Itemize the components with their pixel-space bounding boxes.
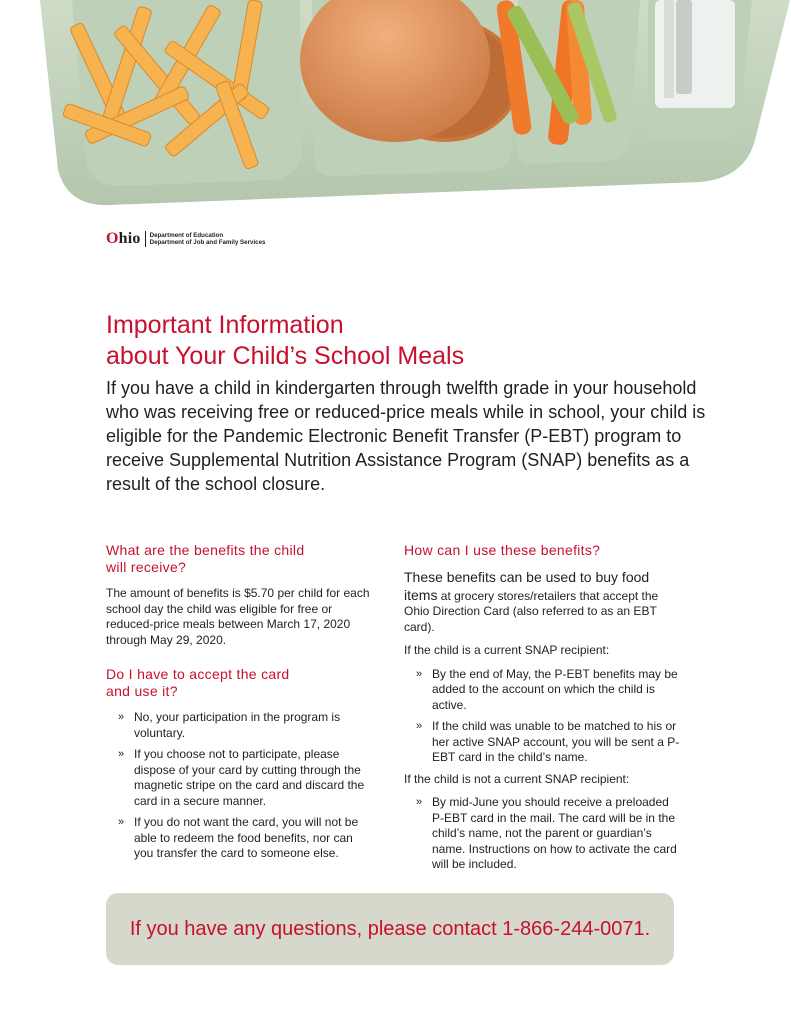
use-benefits-lead: These benefits can be used to buy food items bbox=[404, 569, 650, 603]
benefits-question-heading bbox=[106, 542, 374, 576]
benefits-answer: The amount of benefits is $5.70 per child for each school day the child was eligible for free or reduced-price meals between March 17, 2020 through May 29, 2020. bbox=[106, 586, 370, 647]
bullet-icon: » bbox=[416, 796, 423, 808]
left-column bbox=[106, 542, 374, 868]
page-title bbox=[106, 310, 464, 372]
list-item-text: If the child was unable to be matched to his or her active SNAP account, you will be sent a P-EBT card in the child’s name. bbox=[432, 719, 680, 764]
list-item bbox=[404, 667, 684, 714]
list-item bbox=[404, 795, 684, 873]
logo-department-jfs: Department of Job and Family Services bbox=[149, 239, 266, 246]
accept-card-line1: Do I have to accept the card bbox=[106, 666, 290, 682]
list-item bbox=[106, 815, 374, 862]
benefits-question-line2: will receive? bbox=[106, 559, 187, 575]
bullet-icon: » bbox=[118, 748, 125, 760]
snap-current-list bbox=[404, 667, 684, 766]
list-item-text: No, your participation in the program is voluntary. bbox=[134, 710, 341, 740]
intro-paragraph: If you have a child in kindergarten through twelfth grade in your household who was receiving free or reduced-price meals while in school, your child is eligible for the Pandemic Electronic Benefit Transfer (P-EBT) program to receive Supplemental Nutrition Assistance Program (SNAP) benefits as a result of the school closure. bbox=[106, 378, 706, 494]
logo-department-education: Department of Education bbox=[149, 232, 224, 239]
accept-card-line2: and use it? bbox=[106, 683, 178, 699]
list-item bbox=[106, 747, 374, 809]
use-benefits-heading: How can I use these benefits? bbox=[404, 542, 601, 558]
napkin-fork bbox=[655, 0, 735, 108]
list-item-text: If you choose not to participate, please dispose of your card by cutting through the magnetic stripe on the card and discard the card in a secure manner. bbox=[134, 747, 365, 808]
list-item-text: By the end of May, the P-EBT benefits may be added to the account on which the child is active. bbox=[432, 666, 678, 712]
accept-card-heading bbox=[106, 666, 374, 700]
ohio-logo bbox=[106, 230, 266, 248]
bullet-icon: » bbox=[416, 667, 423, 680]
list-item bbox=[106, 710, 374, 741]
page-title-line2: about Your Child’s School Meals bbox=[106, 342, 465, 370]
accept-card-list bbox=[106, 710, 374, 862]
list-item-text: By mid-June you should receive a preloaded P-EBT card in the mail. The card will be in the child’s name, not the parent or guardian’s name. Instructions on how to activate the card will be included. bbox=[432, 795, 677, 871]
contact-callout-text: If you have any questions, please contact 1-866-244-0071. bbox=[129, 917, 651, 940]
bullet-icon: » bbox=[118, 711, 125, 723]
logo-departments bbox=[150, 232, 266, 246]
bullet-icon: » bbox=[416, 720, 423, 732]
use-benefits-answer bbox=[404, 569, 684, 635]
right-column bbox=[404, 542, 684, 879]
snap-not-label: If the child is not a current SNAP recipient: bbox=[404, 771, 630, 786]
list-item-text: If you do not want the card, you will not be able to redeem the food benefits, nor can you transfer the card to someone else. bbox=[134, 815, 359, 860]
lunch-tray-photo bbox=[0, 0, 791, 225]
list-item bbox=[404, 719, 684, 766]
page-title-line1: Important Information bbox=[106, 311, 344, 339]
snap-current-label: If the child is a current SNAP recipient: bbox=[404, 643, 610, 657]
logo-divider bbox=[145, 231, 146, 247]
use-benefits-rest: at grocery stores/retailers that accept the Ohio Direction Card (also referred to as an EBT card). bbox=[404, 588, 659, 634]
ohio-wordmark: Ohio bbox=[106, 230, 141, 247]
contact-callout bbox=[106, 893, 674, 965]
bullet-icon: » bbox=[118, 816, 125, 828]
benefits-question-line1: What are the benefits the child bbox=[106, 542, 305, 558]
snap-not-list bbox=[404, 795, 684, 873]
